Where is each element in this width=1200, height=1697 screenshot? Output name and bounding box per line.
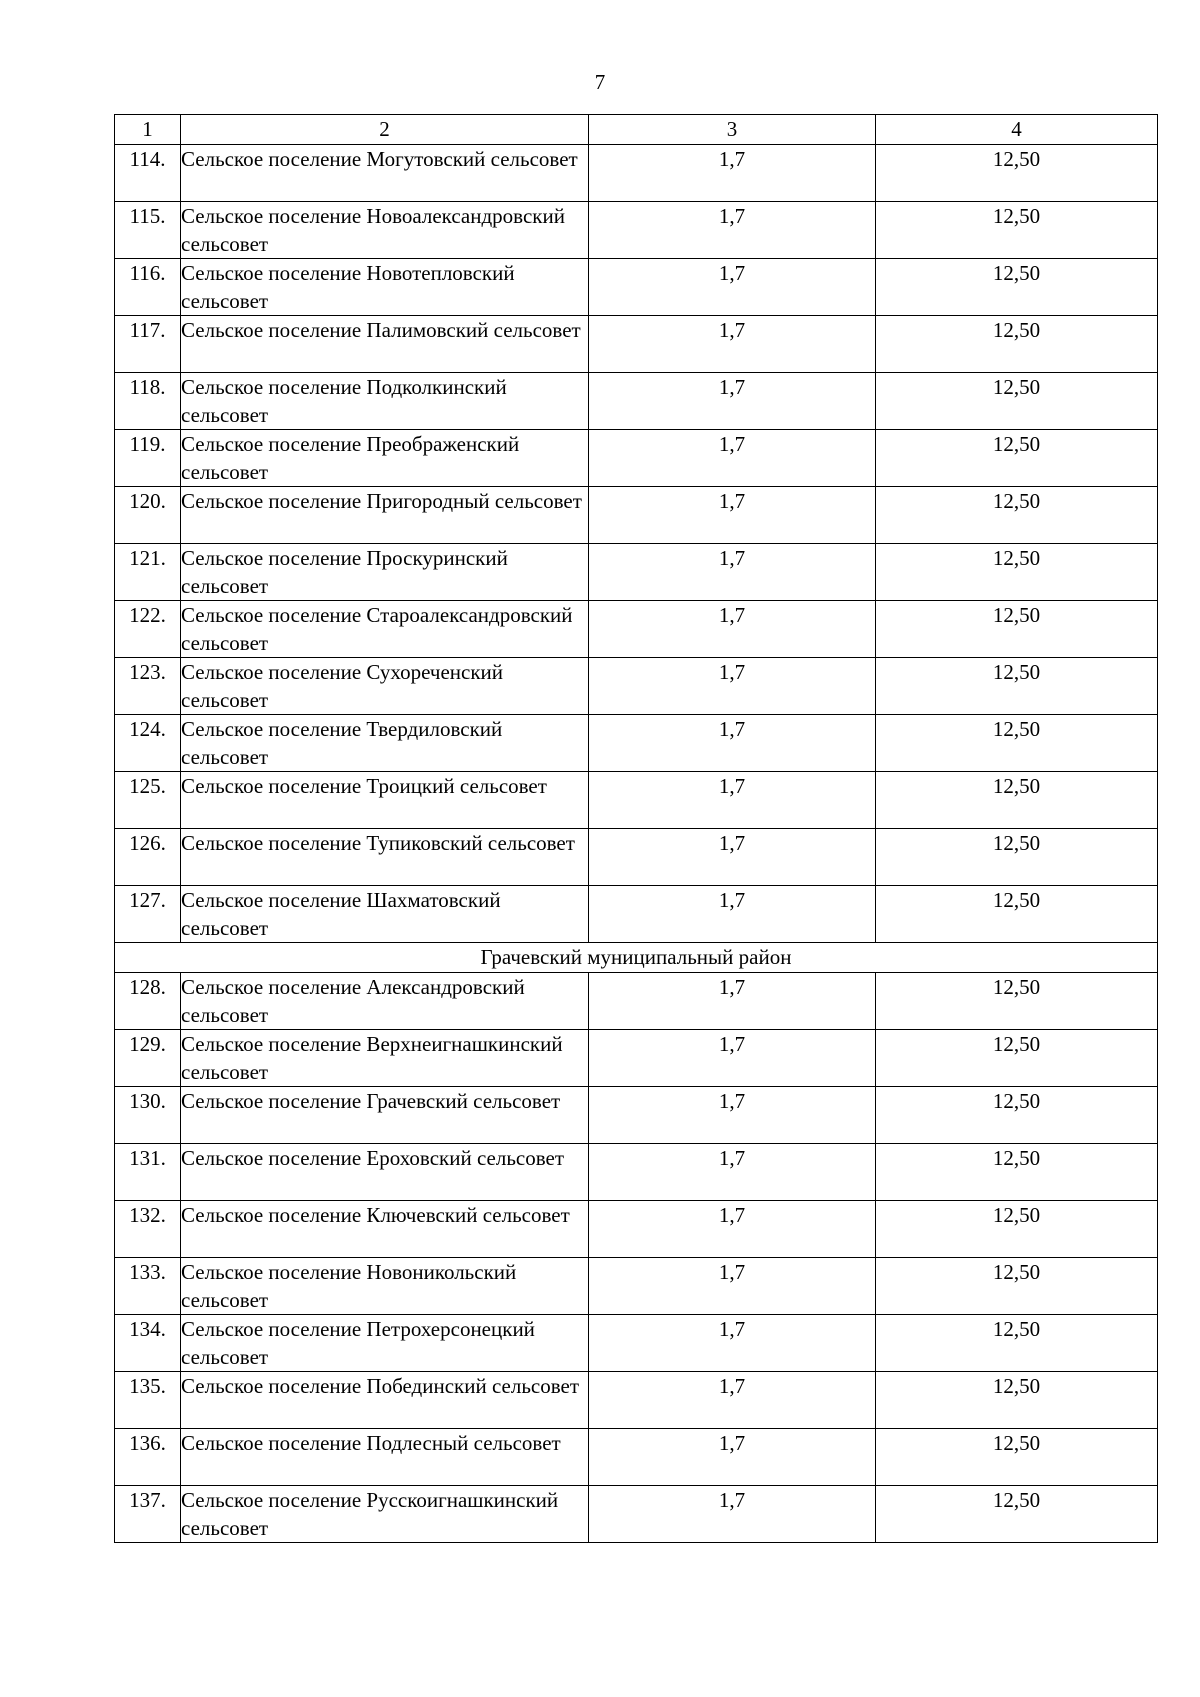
- table-row: [115, 715, 1158, 772]
- value-col-3: 1,7: [589, 1486, 876, 1543]
- table-row: [115, 544, 1158, 601]
- value-col-3: 1,7: [589, 487, 876, 544]
- value-col-3: 1,7: [589, 715, 876, 772]
- settlement-name: Сельское поселение Петрохерсонецкий сельсовет: [181, 1315, 589, 1372]
- settlement-name: Сельское поселение Ключевский сельсовет: [181, 1201, 589, 1258]
- section-row: [115, 943, 1158, 973]
- row-number: 116.: [115, 259, 181, 316]
- value-col-3: 1,7: [589, 544, 876, 601]
- settlement-name: Сельское поселение Подколкинский сельсовет: [181, 373, 589, 430]
- value-col-4: 12,50: [876, 1486, 1158, 1543]
- settlement-name: Сельское поселение Шахматовский сельсовет: [181, 886, 589, 943]
- value-col-3: 1,7: [589, 1030, 876, 1087]
- value-col-4: 12,50: [876, 259, 1158, 316]
- row-number: 136.: [115, 1429, 181, 1486]
- table-row: [115, 973, 1158, 1030]
- table-row: [115, 1201, 1158, 1258]
- settlement-name: Сельское поселение Александровский сельсовет: [181, 973, 589, 1030]
- table-row: [115, 373, 1158, 430]
- value-col-3: 1,7: [589, 259, 876, 316]
- value-col-3: 1,7: [589, 1201, 876, 1258]
- table-row: [115, 1144, 1158, 1201]
- settlement-name: Сельское поселение Грачевский сельсовет: [181, 1087, 589, 1144]
- value-col-4: 12,50: [876, 973, 1158, 1030]
- value-col-4: 12,50: [876, 715, 1158, 772]
- row-number: 132.: [115, 1201, 181, 1258]
- value-col-3: 1,7: [589, 886, 876, 943]
- value-col-3: 1,7: [589, 658, 876, 715]
- section-title: Грачевский муниципальный район: [115, 943, 1158, 973]
- table-row: [115, 1030, 1158, 1087]
- settlement-name: Сельское поселение Троицкий сельсовет: [181, 772, 589, 829]
- row-number: 127.: [115, 886, 181, 943]
- value-col-4: 12,50: [876, 145, 1158, 202]
- settlement-name: Сельское поселение Проскуринский сельсовет: [181, 544, 589, 601]
- settlement-name: Сельское поселение Пригородный сельсовет: [181, 487, 589, 544]
- table-row: [115, 1315, 1158, 1372]
- value-col-3: 1,7: [589, 1315, 876, 1372]
- row-number: 128.: [115, 973, 181, 1030]
- settlement-name: Сельское поселение Побединский сельсовет: [181, 1372, 589, 1429]
- value-col-4: 12,50: [876, 202, 1158, 259]
- table-row: [115, 1258, 1158, 1315]
- table-row: [115, 772, 1158, 829]
- value-col-3: 1,7: [589, 145, 876, 202]
- table-row: [115, 487, 1158, 544]
- table-row: [115, 829, 1158, 886]
- settlement-name: Сельское поселение Ероховский сельсовет: [181, 1144, 589, 1201]
- table-row: [115, 430, 1158, 487]
- value-col-4: 12,50: [876, 1201, 1158, 1258]
- table-row: [115, 658, 1158, 715]
- value-col-3: 1,7: [589, 829, 876, 886]
- value-col-3: 1,7: [589, 202, 876, 259]
- value-col-4: 12,50: [876, 1315, 1158, 1372]
- settlements-table: [114, 114, 1158, 1543]
- value-col-3: 1,7: [589, 1087, 876, 1144]
- row-number: 122.: [115, 601, 181, 658]
- row-number: 130.: [115, 1087, 181, 1144]
- table-row: [115, 202, 1158, 259]
- settlement-name: Сельское поселение Подлесный сельсовет: [181, 1429, 589, 1486]
- settlement-name: Сельское поселение Новоалександровский сельсовет: [181, 202, 589, 259]
- row-number: 118.: [115, 373, 181, 430]
- row-number: 133.: [115, 1258, 181, 1315]
- row-number: 131.: [115, 1144, 181, 1201]
- settlement-name: Сельское поселение Новотепловский сельсовет: [181, 259, 589, 316]
- row-number: 126.: [115, 829, 181, 886]
- value-col-3: 1,7: [589, 373, 876, 430]
- value-col-4: 12,50: [876, 544, 1158, 601]
- value-col-3: 1,7: [589, 1144, 876, 1201]
- value-col-4: 12,50: [876, 772, 1158, 829]
- table-row: [115, 259, 1158, 316]
- value-col-3: 1,7: [589, 1429, 876, 1486]
- settlement-name: Сельское поселение Сухореченский сельсовет: [181, 658, 589, 715]
- value-col-3: 1,7: [589, 973, 876, 1030]
- table-row: [115, 1429, 1158, 1486]
- value-col-3: 1,7: [589, 430, 876, 487]
- settlement-name: Сельское поселение Староалександровский сельсовет: [181, 601, 589, 658]
- table-row: [115, 1087, 1158, 1144]
- settlement-name: Сельское поселение Новоникольский сельсовет: [181, 1258, 589, 1315]
- row-number: 134.: [115, 1315, 181, 1372]
- value-col-4: 12,50: [876, 316, 1158, 373]
- header-col-1: 1: [115, 115, 181, 145]
- value-col-4: 12,50: [876, 373, 1158, 430]
- row-number: 129.: [115, 1030, 181, 1087]
- value-col-4: 12,50: [876, 886, 1158, 943]
- value-col-4: 12,50: [876, 1258, 1158, 1315]
- value-col-3: 1,7: [589, 1372, 876, 1429]
- value-col-3: 1,7: [589, 601, 876, 658]
- table-row: [115, 601, 1158, 658]
- header-col-2: 2: [181, 115, 589, 145]
- row-number: 121.: [115, 544, 181, 601]
- value-col-4: 12,50: [876, 1372, 1158, 1429]
- row-number: 125.: [115, 772, 181, 829]
- value-col-4: 12,50: [876, 1087, 1158, 1144]
- page-number: 7: [594, 70, 606, 94]
- table-row: [115, 316, 1158, 373]
- value-col-4: 12,50: [876, 1144, 1158, 1201]
- settlement-name: Сельское поселение Твердиловский сельсовет: [181, 715, 589, 772]
- row-number: 120.: [115, 487, 181, 544]
- settlement-name: Сельское поселение Верхнеигнашкинский сельсовет: [181, 1030, 589, 1087]
- value-col-3: 1,7: [589, 772, 876, 829]
- table-row: [115, 145, 1158, 202]
- header-col-4: 4: [876, 115, 1158, 145]
- value-col-3: 1,7: [589, 1258, 876, 1315]
- header-col-3: 3: [589, 115, 876, 145]
- table-row: [115, 1372, 1158, 1429]
- row-number: 117.: [115, 316, 181, 373]
- row-number: 135.: [115, 1372, 181, 1429]
- row-number: 137.: [115, 1486, 181, 1543]
- settlement-name: Сельское поселение Русскоигнашкинский сельсовет: [181, 1486, 589, 1543]
- row-number: 114.: [115, 145, 181, 202]
- row-number: 115.: [115, 202, 181, 259]
- settlement-name: Сельское поселение Преображенский сельсовет: [181, 430, 589, 487]
- settlement-name: Сельское поселение Палимовский сельсовет: [181, 316, 589, 373]
- value-col-4: 12,50: [876, 601, 1158, 658]
- value-col-4: 12,50: [876, 658, 1158, 715]
- value-col-3: 1,7: [589, 316, 876, 373]
- settlement-name: Сельское поселение Тупиковский сельсовет: [181, 829, 589, 886]
- table-row: [115, 1486, 1158, 1543]
- value-col-4: 12,50: [876, 487, 1158, 544]
- table-header-row: [115, 115, 1158, 145]
- row-number: 124.: [115, 715, 181, 772]
- row-number: 123.: [115, 658, 181, 715]
- value-col-4: 12,50: [876, 1429, 1158, 1486]
- value-col-4: 12,50: [876, 829, 1158, 886]
- row-number: 119.: [115, 430, 181, 487]
- settlement-name: Сельское поселение Могутовский сельсовет: [181, 145, 589, 202]
- table-row: [115, 886, 1158, 943]
- value-col-4: 12,50: [876, 430, 1158, 487]
- value-col-4: 12,50: [876, 1030, 1158, 1087]
